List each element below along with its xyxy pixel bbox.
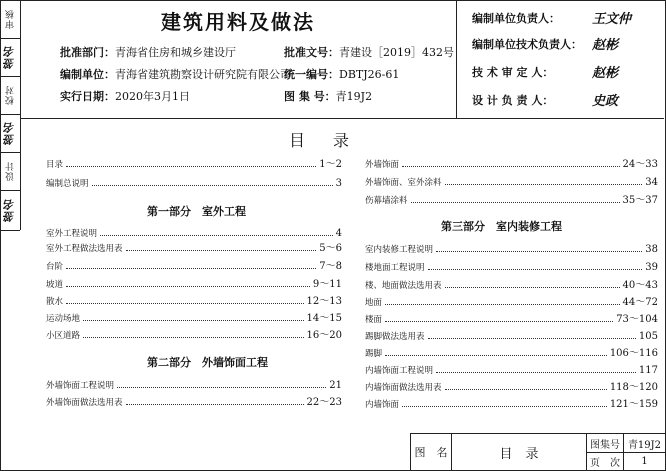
toc-item <box>46 260 342 272</box>
strip-proofread <box>0 76 20 115</box>
approval-no-value: 青建设［2019］432号 <box>339 46 454 59</box>
toc-item-label: 外墙饰面、室外涂料 <box>365 178 442 188</box>
toc-item-page: 117 <box>638 365 658 376</box>
title-block <box>20 0 664 119</box>
part-heading: 第三部分 室内装修工程 <box>441 220 562 233</box>
toc-item-page: 4 <box>335 228 342 239</box>
toc-leader <box>445 287 620 288</box>
toc-item-label: 伤幕墙涂料 <box>365 196 408 206</box>
toc-item-label: 楼地面工程说明 <box>365 263 425 273</box>
responsible-persons <box>456 0 664 118</box>
toc-item-label: 运动场地 <box>46 314 81 324</box>
toc-item <box>46 227 342 239</box>
toc-leader <box>402 406 607 407</box>
toc-item <box>365 398 658 410</box>
toc-leader <box>83 337 304 338</box>
compiler-label: 编制单位： <box>60 68 115 81</box>
toc-item-page: 5～6 <box>319 243 342 254</box>
page-number-label: 页 次 <box>590 458 620 469</box>
signature-1: 王文仲 <box>592 12 632 27</box>
toc-item <box>46 295 342 307</box>
atlas-title: 建筑用料及做法 <box>161 10 315 34</box>
toc-item-label: 内墙饰面工程说明 <box>365 366 434 376</box>
toc-item-label: 目录 <box>46 160 64 170</box>
toc-leader <box>436 372 636 373</box>
toc-item-page: 3 <box>335 178 342 189</box>
toc-item-page: 12～13 <box>306 296 342 307</box>
compiler-value: 青海省建筑勘察设计研究院有限公司 <box>115 68 291 81</box>
toc-item-page: 9～11 <box>312 279 342 290</box>
toc-item-page: 35～37 <box>622 195 658 206</box>
toc-leader <box>445 184 643 185</box>
strip-design-sign <box>0 190 20 231</box>
responsible-role-4: 设 计 负 责 人： <box>472 94 554 107</box>
toc-leader <box>100 235 333 236</box>
toc-leader <box>385 355 607 356</box>
toc-item-label: 外墙饰面 <box>365 160 400 170</box>
toc-item-page: 106～116 <box>609 348 658 359</box>
toc-item-page: 16～20 <box>306 330 342 341</box>
toc-item-label: 内墙饰面做法选用表 <box>365 383 442 393</box>
toc-item-label: 踢脚做法选用表 <box>365 332 425 342</box>
toc-item-page: 39 <box>645 262 658 273</box>
approval-dept-row <box>60 44 236 60</box>
toc-leader <box>66 268 316 269</box>
toc-item <box>365 243 658 255</box>
responsible-role-2: 编制单位技术负责人： <box>472 38 582 51</box>
toc-leader <box>117 387 326 388</box>
toc-item-label: 内墙饰面 <box>365 400 400 410</box>
effective-value: 2020年3月1日 <box>115 90 190 103</box>
part-heading: 第一部分 室外工程 <box>147 205 246 218</box>
toc-item <box>365 176 658 188</box>
toc-item-label: 编制总说明 <box>46 179 89 189</box>
toc-leader <box>436 251 642 252</box>
toc-item <box>46 278 342 290</box>
toc-item-page: 21 <box>329 380 342 391</box>
toc-item-page: 22～23 <box>306 397 342 408</box>
toc-item-page: 38 <box>645 244 658 255</box>
responsible-role-3: 技 术 审 定 人： <box>472 66 554 79</box>
toc-item <box>365 296 658 308</box>
compiler-row <box>60 66 291 82</box>
toc-item-page: 118～120 <box>609 382 658 393</box>
strip-review-signature: 签名 <box>3 45 16 69</box>
signature-2: 赵彬 <box>592 38 619 53</box>
toc-item <box>365 194 658 206</box>
toc-item-label: 地面 <box>365 298 383 308</box>
toc-item <box>365 313 658 325</box>
toc-item <box>365 261 658 273</box>
approval-strip <box>0 0 21 230</box>
toc-item <box>365 279 658 291</box>
toc-item-label: 踢脚 <box>365 349 383 359</box>
toc-item <box>46 312 342 324</box>
strip-review <box>0 0 20 39</box>
toc-item-page: 121～159 <box>609 399 658 410</box>
toc-leader <box>428 269 643 270</box>
atlas-number-value: 青19J2 <box>627 439 662 451</box>
toc-item-label: 室内装修工程说明 <box>365 245 434 255</box>
toc-item-label: 台阶 <box>46 262 64 272</box>
drawing-name-value: 目 录 <box>499 446 539 462</box>
atlas-no-value: 青19J2 <box>335 90 373 103</box>
title-block-info <box>20 0 457 118</box>
toc-leader <box>126 404 304 405</box>
strip-proofread-label: 校对 <box>5 85 16 105</box>
toc-item-label: 室外工程说明 <box>46 229 98 239</box>
strip-design-label: 设计 <box>5 161 16 181</box>
strip-proofread-signature: 签名 <box>3 121 16 145</box>
toc-item-page: 44～72 <box>622 297 658 308</box>
footer-title-block <box>410 433 665 470</box>
strip-design-signature: 签名 <box>3 198 16 222</box>
toc-item-label: 散水 <box>46 297 64 307</box>
toc-item-page: 105 <box>638 331 658 342</box>
toc-leader <box>385 304 620 305</box>
toc-item <box>46 329 342 341</box>
effective-label: 实行日期： <box>60 90 115 103</box>
atlas-no-label: 图 集 号： <box>284 90 336 103</box>
approval-no-row <box>284 44 454 60</box>
responsible-role-1: 编制单位负责人： <box>472 12 560 25</box>
toc-item <box>365 158 658 170</box>
toc-item <box>365 381 658 393</box>
toc-title: 目录 <box>288 131 377 150</box>
toc-item-label: 室外工程做法选用表 <box>46 244 123 254</box>
toc-leader <box>66 286 310 287</box>
atlas-number-label: 图集号 <box>590 439 620 451</box>
toc-item-label: 楼、地面做法选用表 <box>365 281 442 291</box>
toc-leader <box>83 320 304 321</box>
toc-item-page: 14～15 <box>306 313 342 324</box>
signature-4: 史政 <box>592 94 619 109</box>
toc-leader <box>428 338 636 339</box>
toc-item-label: 外墙饰面工程说明 <box>46 381 115 391</box>
atlas-no-row <box>284 88 372 104</box>
signature-3: 赵彬 <box>592 66 619 81</box>
toc-item <box>46 177 342 189</box>
toc-item-page: 40～43 <box>622 280 658 291</box>
page-number-value: 1 <box>641 456 648 467</box>
approval-dept-value: 青海省住房和城乡建设厅 <box>115 46 236 59</box>
toc-leader <box>92 185 333 186</box>
toc-leader <box>66 303 304 304</box>
unified-no-value: DBTJ26-61 <box>339 68 400 81</box>
toc-item <box>46 379 342 391</box>
toc-leader <box>411 202 620 203</box>
toc-item-page: 73～104 <box>616 314 658 325</box>
toc-item <box>365 364 658 376</box>
toc-item-label: 楼面 <box>365 315 383 325</box>
strip-review-label: 审核 <box>5 9 16 29</box>
toc-leader <box>126 250 317 251</box>
toc-item-page: 24～33 <box>622 159 658 170</box>
toc-item-label: 外墙饰面做法选用表 <box>46 398 123 408</box>
toc-item-page: 34 <box>645 177 658 188</box>
unified-no-row <box>284 66 399 82</box>
toc-leader <box>402 166 620 167</box>
toc-item <box>46 158 342 170</box>
toc-leader <box>445 389 607 390</box>
toc-item <box>46 396 342 408</box>
toc-item <box>46 242 342 254</box>
toc-item-page: 1～2 <box>319 159 342 170</box>
toc-item-label: 小区道路 <box>46 331 81 341</box>
approval-dept-label: 批准部门： <box>60 46 115 59</box>
strip-review-sign <box>0 38 20 77</box>
strip-design <box>0 152 20 191</box>
toc-leader <box>66 166 316 167</box>
drawing-name-label: 图 名 <box>414 446 448 459</box>
toc-item-label: 坡道 <box>46 280 64 290</box>
toc-item <box>365 347 658 359</box>
toc-item-page: 7～8 <box>319 261 342 272</box>
toc-item <box>365 330 658 342</box>
part-heading: 第二部分 外墙饰面工程 <box>147 356 268 369</box>
approval-no-label: 批准文号： <box>284 46 339 59</box>
unified-no-label: 统一编号： <box>284 68 339 81</box>
toc-leader <box>385 321 613 322</box>
effective-row <box>60 88 190 104</box>
